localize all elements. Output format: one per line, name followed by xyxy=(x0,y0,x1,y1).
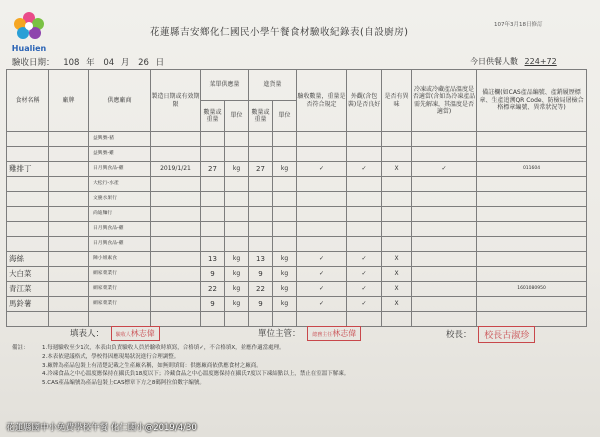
date-year-unit: 年 xyxy=(86,58,95,68)
cell-odor: X xyxy=(382,267,412,282)
filler-signature xyxy=(70,326,160,341)
table-row xyxy=(7,132,587,147)
cell-check-qty xyxy=(297,177,347,192)
cell-purchase-unit xyxy=(273,192,297,207)
cell-menu-qty xyxy=(201,147,225,162)
cell-purchase-qty: 13 xyxy=(249,252,273,267)
cell-mfg-date xyxy=(151,282,201,297)
cell-check-qty: ✓ xyxy=(297,162,347,177)
cell-supplier xyxy=(89,312,151,327)
remark-item: 3.廠牌為產品包裝上有清楚記載之生產廠名稱，如無則填寫：供應廠商依供應食材之廠商。 xyxy=(42,362,262,369)
cell-menu-unit xyxy=(225,207,249,222)
col-supplier: 供應廠商 xyxy=(89,70,151,132)
cell-food-name xyxy=(7,222,49,237)
cell-check-qty xyxy=(297,132,347,147)
cell-menu-qty xyxy=(201,237,225,252)
cell-menu-qty: 9 xyxy=(201,297,225,312)
cell-menu-qty xyxy=(201,207,225,222)
cell-brand xyxy=(49,177,89,192)
cell-mfg-date xyxy=(151,132,201,147)
cell-food-name xyxy=(7,147,49,162)
cell-purchase-qty xyxy=(249,207,273,222)
supervisor-label: 單位主管： xyxy=(258,329,301,339)
cell-temperature: ✓ xyxy=(412,162,477,177)
cell-purchase-unit: kg xyxy=(273,162,297,177)
cell-odor xyxy=(382,207,412,222)
remarks-label: 備註： xyxy=(12,345,29,351)
col-purchase-qty: 數量或重量 xyxy=(249,101,273,132)
cell-food-name xyxy=(7,132,49,147)
cell-temperature xyxy=(412,207,477,222)
photo-caption: 花蓮縣國中小免費學校午餐 化仁國小@2019/4/30 xyxy=(6,423,197,433)
table-row xyxy=(7,192,587,207)
table-row xyxy=(7,312,587,327)
cell-check-qty xyxy=(297,312,347,327)
col-purchase-unit: 單位 xyxy=(273,101,297,132)
cell-odor xyxy=(382,177,412,192)
table-row xyxy=(7,252,587,267)
cell-menu-qty xyxy=(201,192,225,207)
cell-appearance xyxy=(347,177,382,192)
cell-appearance xyxy=(347,237,382,252)
cell-odor xyxy=(382,222,412,237)
table-row xyxy=(7,297,587,312)
cell-menu-qty: 9 xyxy=(201,267,225,282)
cell-appearance xyxy=(347,192,382,207)
cell-menu-unit xyxy=(225,192,249,207)
cell-supplier: 大松行-水產 xyxy=(89,177,151,192)
cell-appearance xyxy=(347,312,382,327)
cell-supplier: 文慶水果行 xyxy=(89,192,151,207)
cell-temperature xyxy=(412,192,477,207)
cell-brand xyxy=(49,207,89,222)
table-row xyxy=(7,207,587,222)
cell-purchase-qty: 9 xyxy=(249,297,273,312)
cell-supplier: 網家菜業行 xyxy=(89,267,151,282)
cell-menu-unit: kg xyxy=(225,267,249,282)
cell-purchase-unit xyxy=(273,132,297,147)
col-mfg-date: 製造日期或有效期限 xyxy=(151,70,201,132)
cell-food-name: 青江菜 xyxy=(7,282,49,297)
table-row xyxy=(7,162,587,177)
cell-brand xyxy=(49,252,89,267)
principal-label: 校長： xyxy=(446,330,472,340)
cell-brand xyxy=(49,192,89,207)
cell-remarks xyxy=(477,147,587,162)
cell-supplier: 陳小姐素食 xyxy=(89,252,151,267)
cell-purchase-qty: 27 xyxy=(249,162,273,177)
principal-stamp: 校長古淑珍 xyxy=(478,326,535,343)
cell-mfg-date xyxy=(151,267,201,282)
supervisor-stamp xyxy=(307,326,361,341)
cell-purchase-qty xyxy=(249,147,273,162)
cell-remarks: 1601080950 xyxy=(477,282,587,297)
cell-odor xyxy=(382,147,412,162)
cell-appearance: ✓ xyxy=(347,252,382,267)
revision-date: 107年3月18日修訂 xyxy=(494,22,543,28)
meal-count-label: 今日供餐人數 xyxy=(470,57,518,66)
cell-odor xyxy=(382,192,412,207)
cell-menu-unit: kg xyxy=(225,297,249,312)
cell-temperature xyxy=(412,297,477,312)
cell-supplier: 日月興食品-雞 xyxy=(89,222,151,237)
cell-odor: X xyxy=(382,162,412,177)
cell-brand xyxy=(49,297,89,312)
cell-odor xyxy=(382,312,412,327)
date-month: 04 xyxy=(103,58,115,68)
cell-food-name xyxy=(7,177,49,192)
cell-purchase-unit xyxy=(273,177,297,192)
cell-appearance: ✓ xyxy=(347,297,382,312)
cell-remarks xyxy=(477,132,587,147)
cell-food-name xyxy=(7,237,49,252)
cell-appearance: ✓ xyxy=(347,162,382,177)
cell-check-qty: ✓ xyxy=(297,282,347,297)
cell-menu-qty xyxy=(201,177,225,192)
col-appearance: 外觀(含包裝)是否良好 xyxy=(347,70,382,132)
cell-odor xyxy=(382,132,412,147)
cell-temperature xyxy=(412,312,477,327)
supervisor-name: 林志偉 xyxy=(332,329,357,338)
cell-appearance: ✓ xyxy=(347,282,382,297)
cell-menu-unit xyxy=(225,132,249,147)
table-row xyxy=(7,267,587,282)
cell-purchase-unit: kg xyxy=(273,252,297,267)
cell-check-qty: ✓ xyxy=(297,297,347,312)
cell-brand xyxy=(49,222,89,237)
cell-mfg-date xyxy=(151,252,201,267)
cell-food-name xyxy=(7,312,49,327)
cell-temperature xyxy=(412,222,477,237)
col-odor: 是否有異味 xyxy=(382,70,412,132)
date-year: 108 xyxy=(63,58,80,68)
cell-temperature xyxy=(412,252,477,267)
col-food-name: 食材名稱 xyxy=(7,70,49,132)
cell-purchase-unit: kg xyxy=(273,282,297,297)
filler-stamp xyxy=(111,326,160,341)
cell-remarks xyxy=(477,192,587,207)
table-body xyxy=(7,132,587,327)
cell-remarks xyxy=(477,312,587,327)
cell-supplier: 網家菜業行 xyxy=(89,297,151,312)
cell-purchase-qty: 9 xyxy=(249,267,273,282)
cell-check-qty xyxy=(297,222,347,237)
table-row xyxy=(7,177,587,192)
cell-mfg-date xyxy=(151,222,201,237)
inspection-date xyxy=(12,56,164,68)
cell-brand xyxy=(49,312,89,327)
principal-signature xyxy=(446,326,535,343)
cell-odor xyxy=(382,237,412,252)
logo-caption: Hualien xyxy=(11,44,47,53)
cell-temperature xyxy=(412,177,477,192)
cell-menu-unit: kg xyxy=(225,162,249,177)
cell-menu-unit xyxy=(225,312,249,327)
cell-check-qty: ✓ xyxy=(297,267,347,282)
col-purchase: 進貨量 xyxy=(249,70,297,101)
cell-purchase-unit xyxy=(273,222,297,237)
cell-menu-qty xyxy=(201,312,225,327)
cell-food-name xyxy=(7,192,49,207)
supervisor-signature xyxy=(258,326,361,341)
cell-brand xyxy=(49,237,89,252)
cell-food-name xyxy=(7,207,49,222)
cell-brand xyxy=(49,147,89,162)
filler-label: 填表人： xyxy=(70,329,105,339)
cell-food-name: 馬鈴薯 xyxy=(7,297,49,312)
meal-count-value: 224+72 xyxy=(524,57,557,66)
cell-menu-qty xyxy=(201,132,225,147)
cell-supplier: 日月興食品-雞 xyxy=(89,162,151,177)
cell-menu-unit xyxy=(225,177,249,192)
table-row xyxy=(7,282,587,297)
col-menu-supply: 菜單供應量 xyxy=(201,70,249,101)
cell-temperature xyxy=(412,237,477,252)
cell-temperature xyxy=(412,147,477,162)
cell-food-name: 海絲 xyxy=(7,252,49,267)
cell-mfg-date: 2019/1/21 xyxy=(151,162,201,177)
cell-remarks: 011604 xyxy=(477,162,587,177)
cell-purchase-unit: kg xyxy=(273,297,297,312)
cell-remarks xyxy=(477,237,587,252)
cell-menu-qty: 13 xyxy=(201,252,225,267)
cell-supplier: 日月興食品-雞 xyxy=(89,237,151,252)
cell-purchase-qty xyxy=(249,177,273,192)
cell-menu-qty: 22 xyxy=(201,282,225,297)
cell-odor: X xyxy=(382,297,412,312)
cell-supplier: 益興號-雞 xyxy=(89,147,151,162)
cell-temperature xyxy=(412,132,477,147)
remarks-list xyxy=(42,344,349,388)
cell-appearance: ✓ xyxy=(347,267,382,282)
cell-menu-unit: kg xyxy=(225,252,249,267)
cell-check-qty: ✓ xyxy=(297,252,347,267)
remark-item: 2.本表依建議格式，學校得因應現場狀況進行合理調整。 xyxy=(42,353,180,360)
cell-supplier: 益興號-豬 xyxy=(89,132,151,147)
date-day-unit: 日 xyxy=(155,58,165,68)
cell-purchase-qty xyxy=(249,192,273,207)
date-label: 驗收日期： xyxy=(12,58,55,68)
cell-brand xyxy=(49,162,89,177)
cell-mfg-date xyxy=(151,237,201,252)
form-title: 花蓮縣吉安鄉化仁國民小學午餐食材驗收紀錄表(自設廚房) xyxy=(150,27,409,38)
cell-odor: X xyxy=(382,252,412,267)
col-remarks: 備註欄(如CAS產品編號、產銷履歷標章、生產追溯QR Code、防檢局屠檢合格標章編號、異常狀況等) xyxy=(477,70,587,132)
supervisor-stamp-tag: 總務主任 xyxy=(312,332,333,338)
col-menu-qty: 數量或重量 xyxy=(201,101,225,132)
cell-check-qty xyxy=(297,237,347,252)
cell-purchase-qty xyxy=(249,222,273,237)
cell-temperature xyxy=(412,267,477,282)
cell-remarks xyxy=(477,177,587,192)
cell-appearance xyxy=(347,222,382,237)
cell-supplier: 尚迪麵行 xyxy=(89,207,151,222)
cell-brand xyxy=(49,267,89,282)
cell-menu-unit xyxy=(225,147,249,162)
cell-food-name: 大白菜 xyxy=(7,267,49,282)
cell-mfg-date xyxy=(151,207,201,222)
cell-temperature xyxy=(412,282,477,297)
col-brand: 廠牌 xyxy=(49,70,89,132)
cell-check-qty xyxy=(297,207,347,222)
cell-remarks xyxy=(477,267,587,282)
cell-purchase-qty xyxy=(249,132,273,147)
cell-check-qty xyxy=(297,192,347,207)
remark-item: 4.冷凍食品之中心溫度應保持在攝氏負18度以下；冷藏食品之中心溫度應保持在攝氏7度以下凍結點以上，禁止在室溫下解凍。 xyxy=(42,371,350,378)
cell-mfg-date xyxy=(151,147,201,162)
date-month-unit: 月 xyxy=(120,58,130,68)
cell-brand xyxy=(49,282,89,297)
cell-remarks xyxy=(477,297,587,312)
cell-appearance xyxy=(347,207,382,222)
date-day: 26 xyxy=(138,58,149,68)
cell-mfg-date xyxy=(151,297,201,312)
cell-menu-unit xyxy=(225,222,249,237)
remark-item: 1.每週驗收至少1次，本表由負責驗收人員於驗收時填寫，合格填✓，不合格填X，並應作適當處理。 xyxy=(42,345,285,351)
cell-appearance xyxy=(347,132,382,147)
cell-purchase-unit xyxy=(273,207,297,222)
cell-check-qty xyxy=(297,147,347,162)
cell-purchase-unit xyxy=(273,237,297,252)
table-row xyxy=(7,147,587,162)
cell-appearance xyxy=(347,147,382,162)
cell-purchase-unit: kg xyxy=(273,267,297,282)
meal-count xyxy=(470,56,557,67)
cell-remarks xyxy=(477,207,587,222)
inspection-table xyxy=(6,69,587,327)
cell-supplier: 網家菜業行 xyxy=(89,282,151,297)
filler-stamp-tag: 驗收人 xyxy=(115,332,131,338)
col-check-qty: 驗收數量，重量是否符合規定 xyxy=(297,70,347,132)
cell-purchase-unit xyxy=(273,147,297,162)
col-temperature: 冷凍或冷藏產品溫度是否適當(含如為冷凍產品需先解凍，其溫度是否適當) xyxy=(412,70,477,132)
filler-name: 林志偉 xyxy=(130,329,155,338)
table-row xyxy=(7,237,587,252)
cell-remarks xyxy=(477,222,587,237)
cell-odor: X xyxy=(382,282,412,297)
table-row xyxy=(7,222,587,237)
cell-purchase-qty: 22 xyxy=(249,282,273,297)
cell-menu-qty xyxy=(201,222,225,237)
cell-menu-unit xyxy=(225,237,249,252)
cell-menu-unit: kg xyxy=(225,282,249,297)
col-menu-unit: 單位 xyxy=(225,101,249,132)
cell-food-name: 雞排丁 xyxy=(7,162,49,177)
cell-remarks xyxy=(477,252,587,267)
cell-mfg-date xyxy=(151,177,201,192)
cell-menu-qty: 27 xyxy=(201,162,225,177)
cell-purchase-qty xyxy=(249,312,273,327)
cell-mfg-date xyxy=(151,192,201,207)
cell-purchase-qty xyxy=(249,237,273,252)
remark-item: 5.CAS產品編號為產品包裝上CAS標章下方之8碼阿拉伯數字編號。 xyxy=(42,380,205,387)
cell-brand xyxy=(49,132,89,147)
cell-mfg-date xyxy=(151,312,201,327)
cell-purchase-unit xyxy=(273,312,297,327)
